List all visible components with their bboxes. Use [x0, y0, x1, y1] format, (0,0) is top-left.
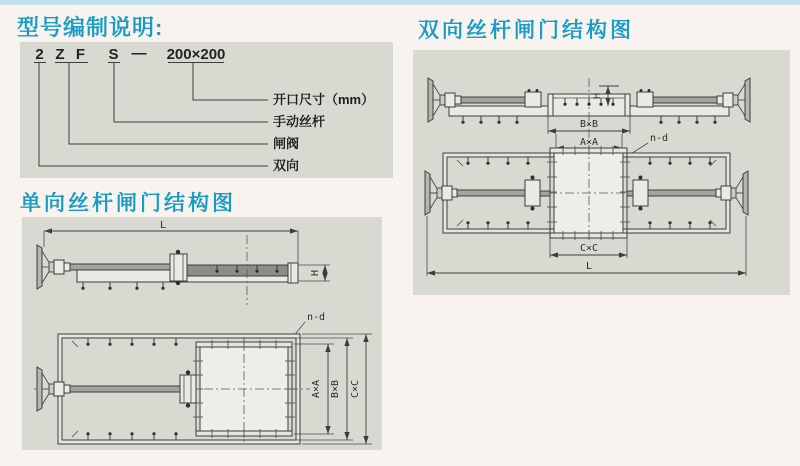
code-meaning-label: 手动丝杆 — [273, 114, 326, 129]
handwheel-left-plan — [425, 171, 442, 215]
end-bracket — [288, 263, 298, 283]
bidirectional-gate-panel — [413, 50, 790, 295]
bearing-bracket-right — [637, 92, 653, 107]
bolt-head — [528, 89, 531, 92]
leader-line — [114, 63, 268, 123]
bi-elevation-view — [428, 78, 750, 142]
flange-cap-bottom — [550, 233, 627, 238]
model-code-size: 200×200 — [166, 46, 226, 63]
bolt-head — [640, 89, 643, 92]
bolt-head — [531, 207, 535, 211]
shaft-coupling — [716, 189, 721, 197]
bolt-head — [186, 403, 190, 407]
model-code-part: F — [75, 46, 86, 63]
screw-rod-left-plan — [457, 190, 525, 196]
model-code-row — [34, 45, 225, 63]
dim-label-axa: A×A — [579, 137, 599, 148]
screw-rod-right — [653, 97, 717, 103]
dimension-BxB — [548, 116, 630, 134]
dim-label-nd: n-d — [650, 133, 669, 144]
unidirectional-gate-panel — [22, 217, 382, 450]
shaft-coupling — [64, 385, 70, 393]
bearing-housing — [721, 186, 731, 200]
rod-stub — [540, 191, 550, 196]
unidirectional-section-title: 单向丝杆闸门结构图 — [20, 192, 236, 215]
bolt-head — [648, 89, 651, 92]
dim-label-cxc: C×C — [350, 379, 361, 399]
dimension-CxC — [550, 238, 627, 258]
dim-label-axa: A×A — [311, 379, 322, 399]
model-code-part: 2 — [35, 46, 44, 63]
bearing-housing — [445, 93, 455, 107]
screw-rod-left — [461, 97, 525, 103]
top-edge-strip — [0, 0, 800, 5]
bolt-head — [186, 370, 190, 374]
shaft-coupling — [455, 96, 461, 104]
handwheel — [37, 245, 54, 289]
screw-rod — [70, 264, 170, 270]
bi-plan-view — [425, 145, 748, 242]
leader-line — [39, 63, 268, 167]
screw-rod-plan — [70, 386, 180, 392]
bidirectional-gate-diagram — [413, 50, 790, 295]
uni-elevation-view — [37, 220, 330, 305]
bearing-housing — [442, 186, 452, 200]
code-meaning-label: 闸阀 — [273, 136, 300, 151]
rod-stub — [627, 191, 633, 196]
code-meaning-label: 开口尺寸（mm） — [273, 92, 375, 107]
bolt-head — [536, 89, 539, 92]
leader-line — [69, 63, 268, 145]
model-code-dash: — — [131, 45, 147, 62]
uni-plan-view — [34, 334, 310, 444]
bearing-bracket-left — [525, 92, 541, 107]
screw-rod-right-plan — [648, 190, 716, 196]
dim-label-bxb: B×B — [579, 119, 599, 130]
shaft-coupling — [717, 96, 723, 104]
flange-cap-top — [550, 148, 627, 153]
bolt-head — [639, 207, 643, 211]
leader-line — [193, 63, 268, 101]
bearing-housing — [54, 382, 64, 396]
handwheel-right-plan — [731, 171, 748, 215]
model-code-labels — [273, 92, 374, 173]
handwheel-right — [733, 78, 750, 122]
handwheel-left — [428, 78, 445, 122]
bolt-head — [639, 176, 643, 180]
shaft-coupling — [64, 263, 70, 271]
dim-label-bxb: B×B — [330, 379, 341, 399]
dim-label-cxc: C×C — [579, 243, 599, 254]
model-code-panel — [20, 42, 393, 178]
shaft-coupling — [452, 189, 457, 197]
bearing-block-right — [633, 180, 648, 206]
model-code-diagram — [20, 42, 393, 178]
bearing-housing — [54, 260, 64, 274]
dim-label-h: H — [592, 92, 603, 100]
bearing-housing — [723, 93, 733, 107]
model-code-part: Z — [55, 46, 65, 63]
bolt-head — [176, 281, 180, 285]
handwheel-plan — [37, 367, 54, 411]
dimension-H — [298, 265, 330, 281]
bearing-block — [180, 375, 196, 403]
bidirectional-section-title: 双向丝杆闸门结构图 — [418, 19, 634, 42]
dim-label-l: L — [585, 261, 593, 272]
bearing-bracket — [170, 254, 187, 281]
dim-label-nd: n-d — [307, 312, 326, 323]
unidirectional-gate-diagram — [22, 217, 382, 450]
dim-label-h: H — [310, 269, 321, 277]
dim-label-l: L — [159, 220, 167, 231]
model-section-title: 型号编制说明: — [17, 15, 164, 40]
bearing-block-left — [525, 180, 540, 206]
bolt-head — [176, 250, 180, 254]
model-code-part: S — [108, 46, 119, 63]
code-meaning-label: 双向 — [273, 158, 300, 173]
bolt-head — [531, 176, 535, 180]
model-code-leaders — [39, 63, 268, 167]
